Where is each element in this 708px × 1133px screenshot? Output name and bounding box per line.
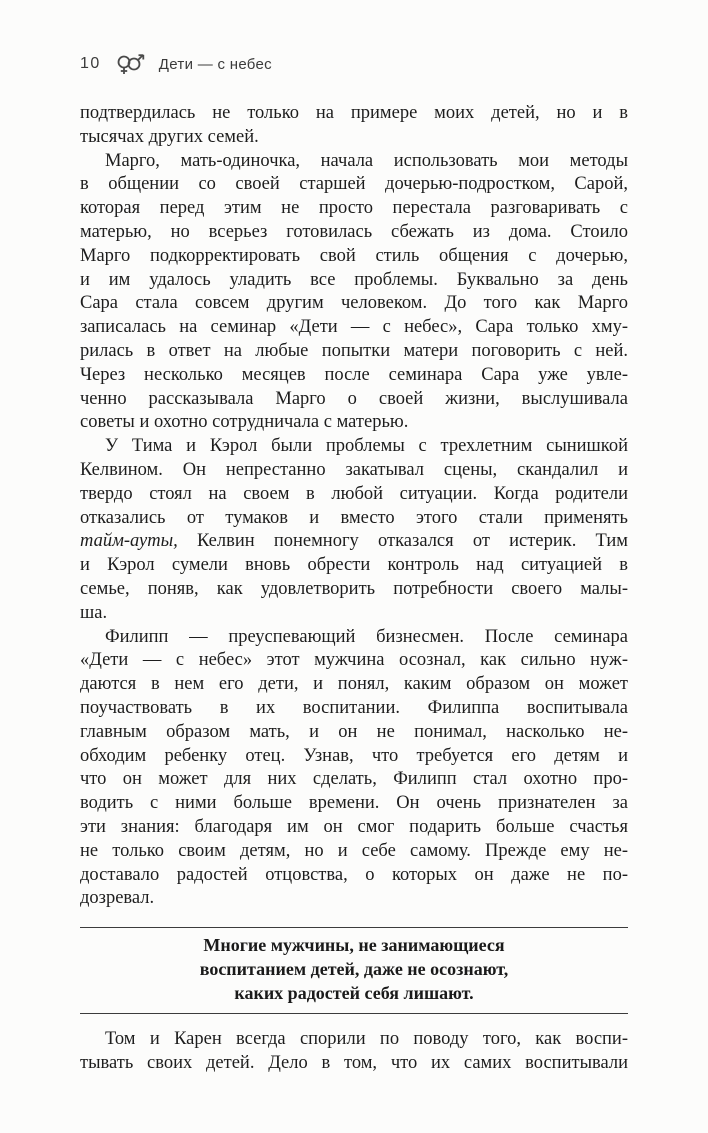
text-line: водить с ними больше времени. Он очень признателен за	[80, 793, 628, 814]
text-line: семье, поняв, как удовлетворить потребности своего малы-	[80, 578, 628, 599]
paragraph	[80, 1028, 628, 1076]
text-line: Сара стала совсем другим человеком. До того как Марго	[80, 293, 628, 314]
text-line: Через несколько месяцев после семинара Сара уже увле-	[80, 364, 628, 385]
text-line: Марго подкорректировать свой стиль общения с дочерью,	[80, 245, 628, 266]
text-line: твердо стоял на своем в любой ситуации. Когда родители	[80, 483, 628, 504]
paragraph	[80, 435, 628, 625]
paragraphs-before-quote	[80, 102, 628, 911]
paragraphs-after-quote	[80, 1028, 628, 1076]
text-line: советы и охотно сотрудничала с матерью.	[80, 412, 409, 433]
text-line: дозревал.	[80, 888, 155, 909]
running-header	[80, 52, 628, 76]
text-line: и Кэрол сумели вновь обрести контроль над ситуацией в	[80, 555, 628, 576]
text-line: «Дети — с небес» этот мужчина осознал, как сильно нуж-	[80, 650, 628, 671]
pull-quote	[80, 927, 628, 1014]
text-line: Келвином. Он непрестанно закатывал сцены, скандалил и	[80, 459, 628, 480]
text-line: рилась в ответ на любые попытки матери поговорить с ней.	[80, 340, 628, 361]
text-line: Филипп — преуспевающий бизнесмен. После семинара	[105, 626, 628, 647]
text-line: ша.	[80, 602, 108, 623]
main-text	[80, 102, 628, 1076]
text-line: поучаствовать в их воспитании. Филиппа воспитывала	[80, 697, 628, 718]
text-line: которая перед этим не просто перестала разговаривать с	[80, 198, 628, 219]
text-line: тывать своих детей. Дело в том, что их самих воспитывали	[80, 1053, 628, 1074]
text-line: У Тима и Кэрол были проблемы с трехлетним сынишкой	[105, 436, 628, 457]
quote-text	[80, 928, 628, 1013]
paragraph	[80, 150, 628, 436]
text-line: тысячах других семей.	[80, 126, 259, 147]
text-line: тайм-ауты, Келвин понемногу отказался от истерик. Тим	[80, 531, 628, 552]
text-line: и им удалось уладить все проблемы. Буквально за день	[80, 269, 628, 290]
text-line: даются в нем его дети, и понял, каким образом он может	[80, 674, 628, 695]
paragraph	[80, 102, 628, 150]
paragraph	[80, 626, 628, 912]
text-line: не только своим детям, но и себе самому. Прежде ему не-	[80, 840, 628, 861]
text-line: в общении со своей старшей дочерью-подростком, Сарой,	[80, 174, 628, 195]
text-line: подтвердилась не только на примере моих детей, но и в	[80, 103, 628, 123]
gender-symbols-icon	[113, 52, 147, 76]
text-line: Марго, мать-одиночка, начала использовать мои методы	[105, 150, 628, 171]
quote-bottom-rule	[80, 1013, 628, 1014]
text-line: Том и Карен всегда спорили по поводу того, как воспи-	[105, 1029, 628, 1050]
text-line: матерью, но всерьез готовилась сбежать из дома. Стоило	[80, 221, 628, 242]
text-line: эти знания: благодаря им он смог подарить больше счастья	[80, 816, 628, 837]
italic-text: тайм-ауты,	[80, 531, 178, 552]
text-line: главным образом мать, и он не понимал, насколько не-	[80, 721, 628, 742]
text-line: доставало радостей отцовства, о которых он даже не по-	[80, 864, 628, 885]
page-number: 10	[80, 55, 101, 72]
text-line: обходим ребенку отец. Узнав, что требуется его детям и	[80, 745, 628, 766]
text-line: что он может для них сделать, Филипп стал охотно про-	[80, 769, 628, 790]
text-line: ченно рассказывала Марго о своей жизни, выслушивала	[80, 388, 628, 409]
text-line: записалась на семинар «Дети — с небес», Сара только хму-	[80, 317, 628, 338]
quote-line: воспитанием детей, даже не осознают,	[199, 958, 509, 979]
text-line: отказались от тумаков и вместо этого стали применять	[80, 507, 628, 528]
quote-line: каких радостей себя лишают.	[234, 982, 474, 1003]
quote-line: Многие мужчины, не занимающиеся	[203, 935, 505, 956]
running-title: Дети — с небес	[158, 55, 272, 73]
page-body	[80, 52, 628, 1076]
